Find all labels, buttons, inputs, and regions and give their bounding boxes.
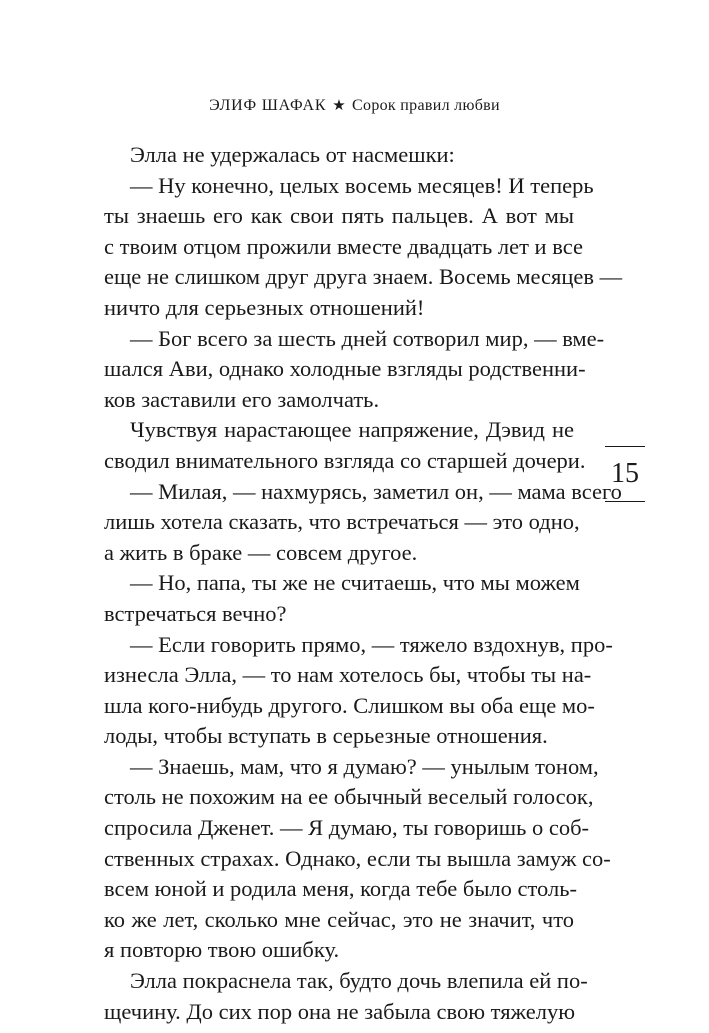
text-line: я повторю твою ошибку. — [104, 937, 340, 963]
text-line: ты знаешь его как свои пять пальцев. А вот мы — [104, 203, 574, 229]
page-number-box — [605, 446, 645, 502]
text-line: Элла не удержалась от насмешки: — [130, 142, 455, 167]
text-line: всем юной и родила меня, когда тебе было столь- — [104, 876, 577, 902]
text-line: а жить в браке — совсем другое. — [104, 539, 418, 565]
header-author: ЭЛИФ ШАФАК — [209, 97, 327, 114]
text-line: столь не похожим на ее обычный веселый голосок, — [104, 784, 594, 810]
text-line: ничто для серьезных отношений! — [104, 294, 425, 320]
text-line: — Ну конечно, целых восемь месяцев! И теперь — [130, 172, 594, 198]
body-text — [104, 140, 623, 1027]
text-line: изнесла Элла, — то нам хотелось бы, чтобы ты на- — [104, 662, 592, 688]
text-line: встречаться вечно? — [104, 600, 287, 626]
text-line: сводил внимательного взгляда со старшей дочери. — [104, 447, 586, 473]
text-line: ко же лет, сколько мне сейчас, это не значит, что — [104, 906, 574, 932]
text-line: — Бог всего за шесть дней сотворил мир, — вме- — [130, 325, 605, 351]
header-book-title: Сорок правил любви — [352, 97, 500, 114]
text-line: — Милая, — нахмурясь, заметил он, — мама всего — [130, 478, 622, 504]
text-line: ственных страхах. Однако, если ты вышла замуж со- — [104, 845, 611, 871]
text-line: лишь хотела сказать, что встречаться — это одно, — [104, 509, 580, 535]
text-line: щечину. До сих пор она не забыла свою тяжелую — [104, 998, 576, 1024]
star-separator-icon: ★ — [332, 98, 347, 114]
text-line: с твоим отцом прожили вместе двадцать лет и все — [104, 233, 583, 259]
text-line: ков заставили его замолчать. — [104, 386, 380, 412]
text-line: — Знаешь, мам, что я думаю? — унылым тоном, — [130, 753, 599, 779]
text-line: еще не слишком друг друга знаем. Восемь месяцев — — [104, 264, 623, 290]
page-number: 15 — [611, 458, 639, 489]
text-line: Элла покраснела так, будто дочь влепила ей по- — [130, 968, 588, 994]
text-line: Чувствуя нарастающее напряжение, Дэвид не — [130, 417, 574, 443]
text-line: — Но, папа, ты же не считаешь, что мы можем — [130, 570, 580, 596]
text-line: спросила Дженет. — Я думаю, ты говоришь о соб- — [104, 815, 590, 841]
running-header — [0, 96, 709, 115]
text-line: шался Ави, однако холодные взгляды родственни- — [104, 356, 586, 382]
text-line: — Если говорить прямо, — тяжело вздохнув, про- — [130, 631, 613, 657]
text-line: лоды, чтобы вступать в серьезные отношения. — [104, 723, 548, 749]
text-line: шла кого-нибудь другого. Слишком вы оба еще мо- — [104, 692, 595, 718]
